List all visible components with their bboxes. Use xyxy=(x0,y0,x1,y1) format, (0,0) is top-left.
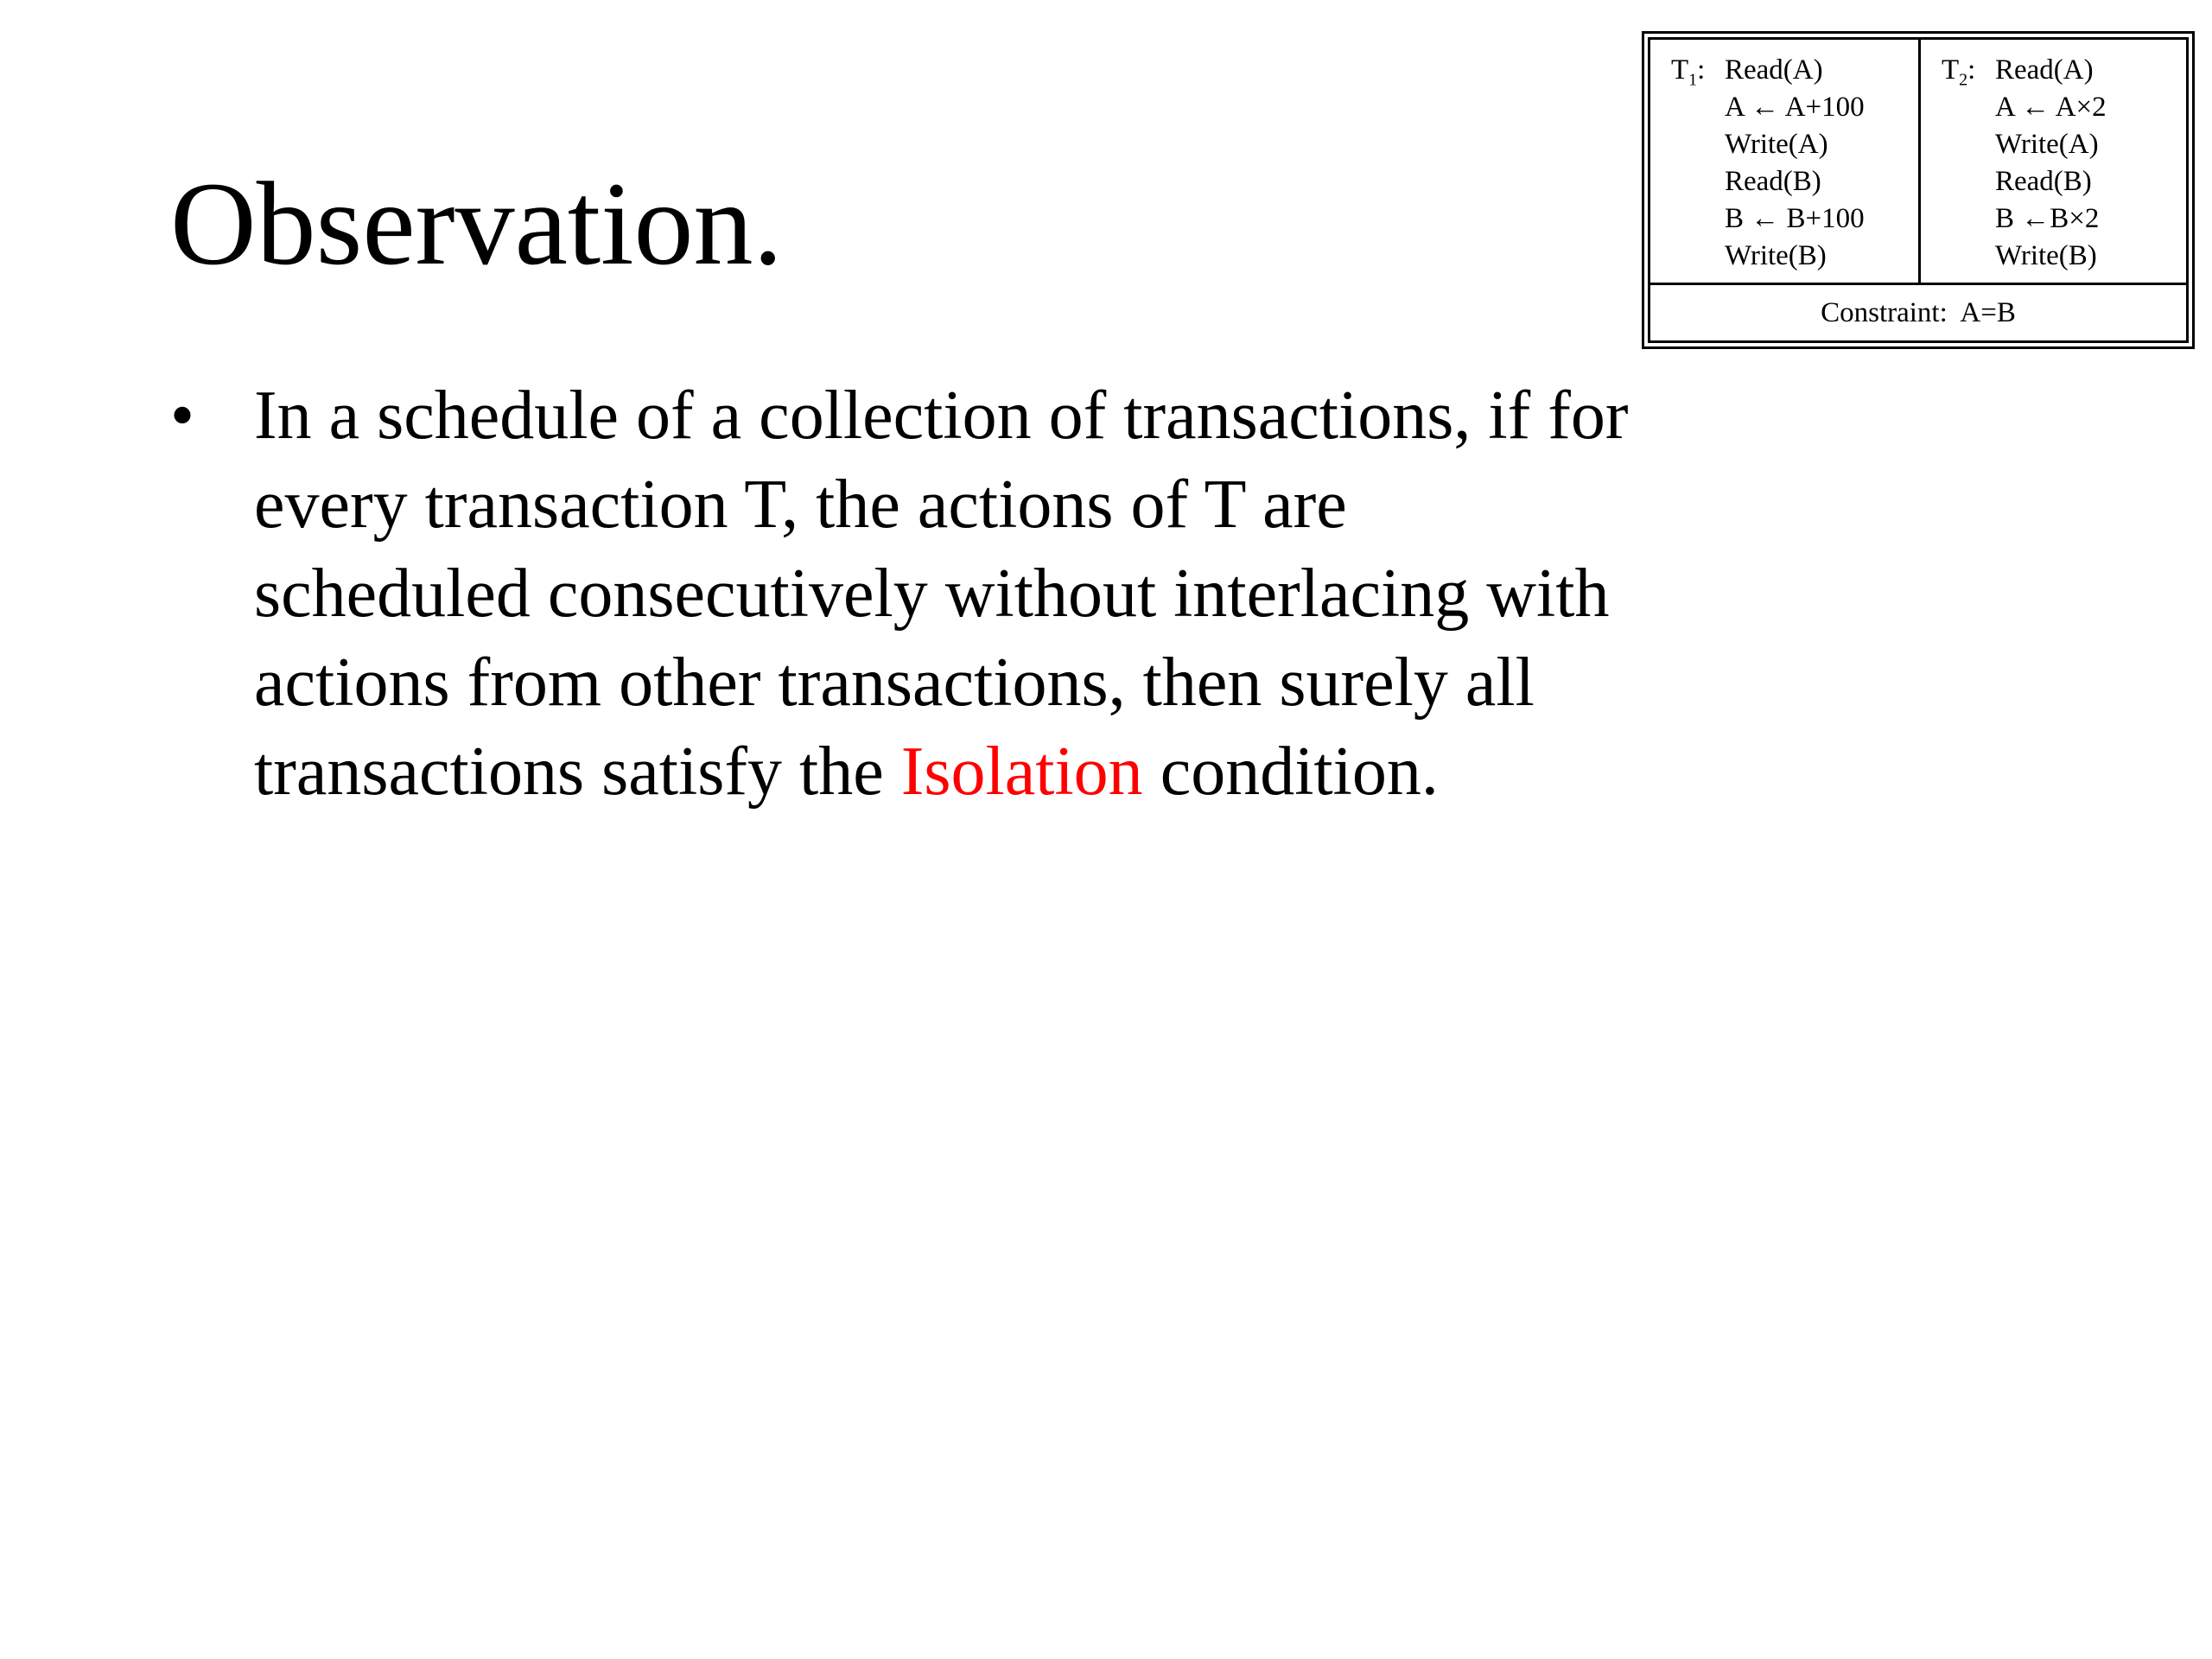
transaction-step-row xyxy=(1942,52,2186,89)
transaction-step: Write(B) xyxy=(1995,240,2097,271)
constraint-label: Constraint: A=B xyxy=(1821,296,2016,328)
transaction-name: T xyxy=(1671,54,1689,86)
slide-title: Observation. xyxy=(170,157,784,289)
transaction-label xyxy=(1942,163,1995,200)
transaction-subscript: 2 xyxy=(1959,70,1968,90)
transaction-step: Read(A) xyxy=(1995,54,2094,86)
transaction-label xyxy=(1942,200,1995,238)
transaction-box xyxy=(1642,31,2195,349)
transaction-name: T xyxy=(1942,54,1960,86)
transaction-label xyxy=(1671,163,1725,200)
transaction-label xyxy=(1671,200,1725,238)
transaction-subscript: 1 xyxy=(1688,70,1698,90)
transaction-step-row xyxy=(1671,89,1918,126)
transaction-step: Write(B) xyxy=(1725,240,1827,271)
transaction-label xyxy=(1942,126,1995,163)
transaction-step-row xyxy=(1671,200,1918,238)
transaction-step-row xyxy=(1671,52,1918,89)
transaction-colon: : xyxy=(1967,54,1976,86)
bullet-item xyxy=(170,372,1769,817)
transaction-step: Write(A) xyxy=(1725,129,1828,160)
bullet-line-end: condition. xyxy=(1142,734,1439,810)
transaction-step-row xyxy=(1942,238,2186,275)
transaction-step: A ← A+100 xyxy=(1725,92,1865,123)
bullet-line xyxy=(254,728,1629,817)
isolation-highlight: Isolation xyxy=(900,734,1143,810)
bullet-text xyxy=(254,372,1629,817)
transaction-step-row xyxy=(1942,89,2186,126)
bullet-marker: • xyxy=(170,378,195,454)
transaction-label xyxy=(1942,238,1995,275)
bullet-line: scheduled consecutively without interlacing with xyxy=(254,556,1610,632)
transaction-label xyxy=(1671,52,1725,89)
transaction-step: A ← A×2 xyxy=(1995,92,2107,123)
bullet-line: every transaction T, the actions of T are xyxy=(254,467,1347,543)
transaction-step-row xyxy=(1671,238,1918,275)
transaction-label xyxy=(1942,52,1995,89)
transaction-step: Read(B) xyxy=(1725,166,1821,197)
transaction-columns xyxy=(1650,40,2186,285)
bullet-list xyxy=(170,372,1769,817)
transaction-step-row xyxy=(1942,163,2186,200)
transaction-label xyxy=(1671,89,1725,126)
transaction-label xyxy=(1942,89,1995,126)
transaction-step: B ← B+100 xyxy=(1725,203,1865,234)
transaction-t2 xyxy=(1918,40,2186,283)
transaction-step-row xyxy=(1671,126,1918,163)
transaction-step-row xyxy=(1942,200,2186,238)
transaction-label xyxy=(1671,126,1725,163)
transaction-step: B ←B×2 xyxy=(1995,203,2100,234)
bullet-line: actions from other transactions, then surely all xyxy=(254,645,1535,721)
transaction-box-inner xyxy=(1648,37,2189,343)
transaction-step: Read(B) xyxy=(1995,166,2092,197)
bullet-line-start: transactions satisfy the xyxy=(254,734,901,810)
transaction-step: Read(A) xyxy=(1725,54,1823,86)
transaction-colon: : xyxy=(1697,54,1706,86)
transaction-t1 xyxy=(1650,40,1918,283)
bullet-line: In a schedule of a collection of transactions, if for xyxy=(254,378,1629,454)
transaction-step: Write(A) xyxy=(1995,129,2099,160)
transaction-step-row xyxy=(1671,163,1918,200)
transaction-label xyxy=(1671,238,1725,275)
transaction-step-row xyxy=(1942,126,2186,163)
